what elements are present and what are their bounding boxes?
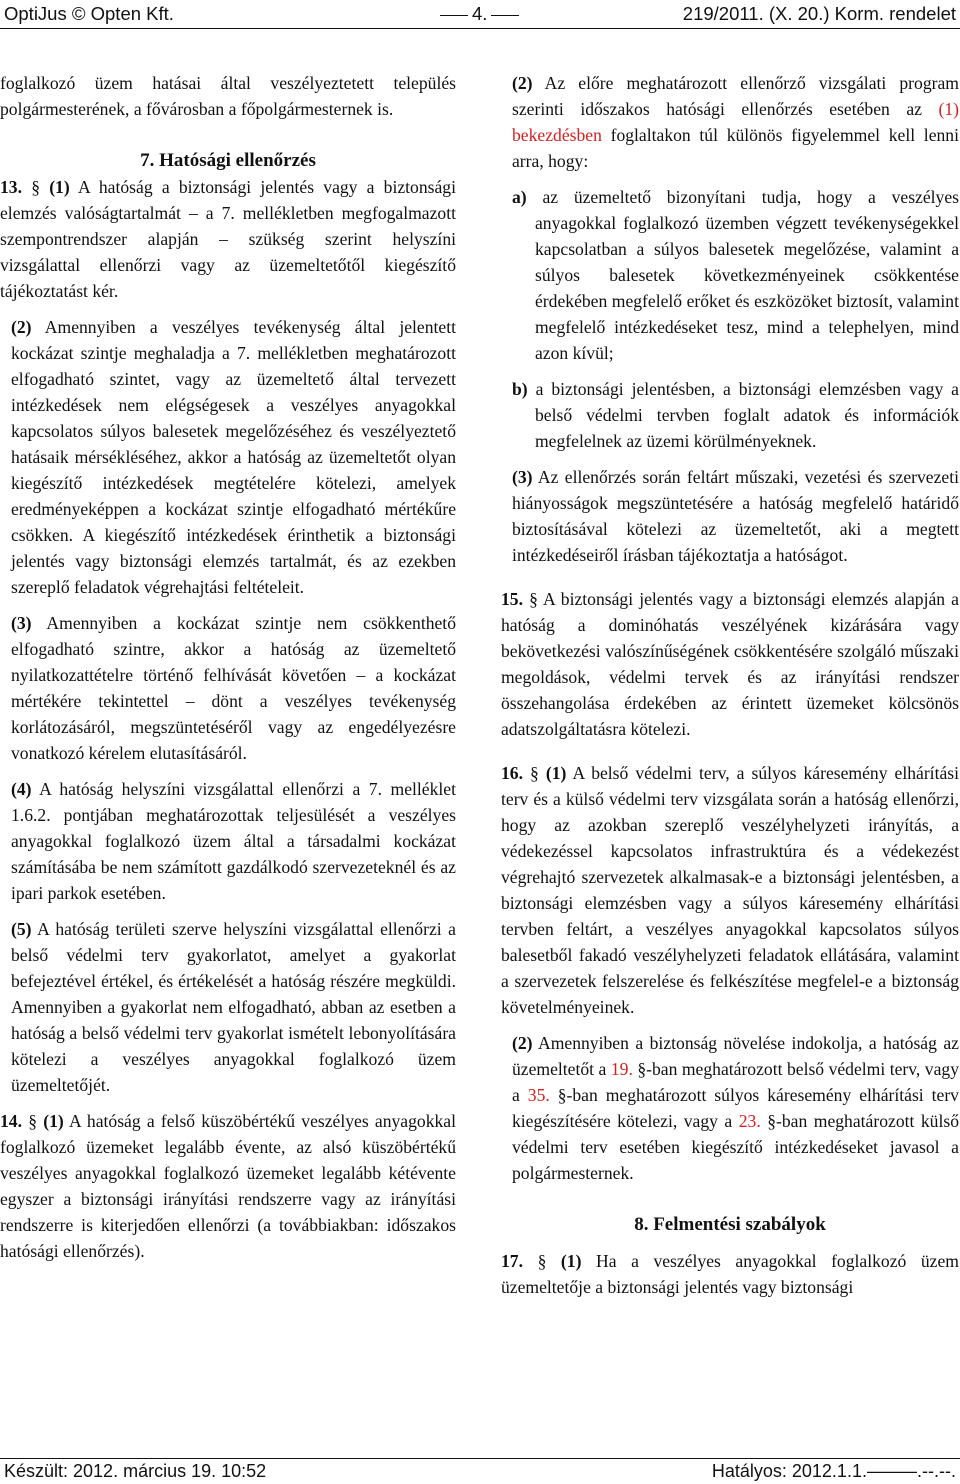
paragraph-text: A biztonsági jelentés vagy a biztonsági elemzés alapján a hatóság a dominóhatás veszélyének kizárására vagy bekövetkezési valószínűségének csökkentésére szolgáló műszaki megoldások, védelmi tervek és az irányítási rendszer összehangolása érdekében az érintett üzemeket kölcsönös adatszolgáltatásra kötelezi.: [501, 589, 959, 739]
section-heading-7: 7. Hatósági ellenőrzés: [140, 150, 316, 171]
footer-rule: [0, 1458, 960, 1459]
section-heading-8: 8. Felmentési szabályok: [634, 1214, 826, 1235]
section-14-p2: [501, 70, 959, 174]
cross-reference-link[interactable]: 35.: [527, 1085, 550, 1105]
section-15: [501, 586, 959, 742]
cross-reference-link[interactable]: 19.: [610, 1059, 633, 1079]
paragraph-text: foglaltakon túl különös figyelemmel kell lenni arra, hogy:: [512, 125, 959, 171]
paragraph-text: Amennyiben a veszélyes tevékenység által jelentett kockázat szintje meghaladja a 7. mellékletben meghatározott elfogadható szintet, vagy az üzemeltető által tervezett intézkedések nem elégségesek a veszélyes anyagokkal kapcsolatos súlyos balesetek megelőzéséhez és veszélyeztető hatásaik mérsékléséhez, akkor a hatóság az üzemeltetőt olyan kiegészítő intézkedések megtételére kötelezi, amelyek eredményeképpen a kockázat szintje elfogadható mértékűre csökken. A kiegészítő intézkedések érinthetik a biztonsági jelentés vagy biztonsági elemzés tartalmát, és az ezekben szereplő feladatok végrehajtási feltételeit.: [11, 317, 456, 597]
paragraph-text: A hatóság a felső küszöbértékű veszélyes anyagokkal foglalkozó üzemeket legalább évente, az alsó küszöbértékű veszélyes anyagokkal foglalkozó üzemeket legalább kétévente egyszer a biztonsági irányítási rendszerre vagy az irányítási rendszerre is kiterjedően ellenőrzi (a továbbiakban: időszakos hatósági ellenőrzés).: [0, 1111, 457, 1261]
paragraph-text: Az előre meghatározott ellenőrző vizsgálati program szerinti időszakos hatósági ellenőrzés esetében az: [512, 73, 959, 119]
paragraph-text: Amennyiben a biztonság növelése indokolja, a hatóság az üzemeltetőt a: [512, 1033, 959, 1079]
section-number: 13.: [0, 177, 22, 197]
section-number: 16.: [501, 763, 523, 783]
section-16-p2: [501, 1030, 959, 1186]
paragraph-symbol: §: [28, 1111, 38, 1131]
item-text: a biztonsági jelentésben, a biztonsági elemzésben vagy a belső védelmi tervben foglalt adatok és információk megfelelnek az üzemi körülményeknek.: [535, 379, 959, 451]
effective-date: Hatályos: 2012.1.1.–––––.--.--.: [711, 1461, 956, 1481]
publisher-label: OptiJus © Opten Kft.: [4, 3, 174, 24]
section-number: 14.: [0, 1111, 22, 1131]
paragraph-text: A hatóság helyszíni vizsgálattal ellenőrzi a 7. melléklet 1.6.2. pontjában meghatározottak teljesülését a veszélyes anyagokkal foglalkozó üzem által a társadalmi kockázat számításába be nem számított gazdálkodó szervezeteknél és az ipari parkok esetében.: [11, 779, 456, 903]
section-number: 15.: [501, 589, 523, 609]
paragraph-text: A hatóság területi szerve helyszíni vizsgálattal ellenőrzi a belső védelmi terv gyakorlatot, amelyet a gyakorlat befejeztével értékel, és értékelését a hatóság részére megküldi. Amennyiben a gyakorlat nem elfogadható, abban az esetben a hatóság a belső védelmi terv gyakorlat ismételt lebonyolítására kötelezi a veszélyes anyagokkal foglalkozó üzem üzemeltetőjét.: [11, 919, 456, 1095]
page-header: [0, 0, 960, 28]
section-number: 17.: [501, 1251, 523, 1271]
section-13-p5: [0, 916, 456, 1098]
paragraph-text: §-ban meghatározott súlyos káresemény elhárítási terv kiegészítésére kötelezi, vagy a: [512, 1085, 959, 1131]
subsection-number: (3): [11, 613, 32, 633]
intro-paragraph: foglalkozó üzem hatásai által veszélyeztetett település polgármesterének, a fővárosban a főpolgármesternek is.: [0, 73, 456, 119]
subsection-number: (2): [512, 1033, 533, 1053]
header-rule: [0, 28, 960, 29]
section-13-p2: [0, 314, 456, 600]
cross-reference-link[interactable]: (1) bekezdésben: [512, 99, 959, 145]
paragraph-text: §-ban meghatározott külső védelmi terv esetében kiegészítő intézkedéseket javasol a polgármesternek.: [512, 1111, 960, 1183]
item-label: b): [512, 379, 528, 399]
paragraph-symbol: §: [31, 177, 40, 197]
page-footer: [0, 1461, 960, 1483]
subsection-number: (1): [49, 177, 70, 197]
subsection-number: (2): [512, 73, 533, 93]
subsection-number: (2): [11, 317, 32, 337]
paragraph-text: Amennyiben a kockázat szintje nem csökkenthető elfogadható szintre, akkor a hatóság az üzemeltető nyilatkozattételre történő felhívását követően – a kockázat mértékére tekintettel – dönt a veszélyes tevékenység korlátozásáról, megszüntetéséről vagy az engedélyezésre vonatkozó kérelem elutasításáról.: [11, 613, 456, 763]
item-label: a): [512, 187, 527, 207]
paragraph-symbol: §: [530, 763, 539, 783]
paragraph-text: Ha a veszélyes anyagokkal foglalkozó üzem üzemeltetője a biztonsági jelentés vagy biztonsági: [501, 1251, 959, 1297]
subsection-number: (4): [11, 779, 32, 799]
created-date: Készült: 2012. március 19. 10:52: [4, 1461, 267, 1481]
page-number: 4.: [440, 3, 519, 25]
subsection-number: (5): [11, 919, 32, 939]
paragraph-text: Az ellenőrzés során feltárt műszaki, vezetési és szervezeti hiányosságok megszüntetésére a hatóság megfelelő határidő biztosításával kötelezi az üzemeltetőt, aki a megtett intézkedéseiről írásban tájékoztatja a hatóságot.: [512, 467, 959, 565]
paragraph-symbol: §: [529, 589, 538, 609]
section-14-p1: [0, 1108, 456, 1264]
section-13-p1: [0, 174, 456, 304]
item-text: az üzemeltető bizonyítani tudja, hogy a veszélyes anyagokkal foglalkozó üzemben végzett tevékenységekkel kapcsolatban a súlyos balesetek megelőzése, valamint a súlyos balesetek következményeinek csökkentése érdekében megfelelő erőket és eszközöket biztosít, valamint megfelelő intézkedéseket tesz, mind a telephelyen, mind azon kívül;: [535, 187, 960, 363]
law-reference: 219/2011. (X. 20.) Korm. rendelet: [682, 3, 956, 24]
list-item-a: [501, 184, 959, 366]
list-item-b: [501, 376, 959, 454]
paragraph-text: A hatóság a biztonsági jelentés vagy a biztonsági elemzés valóságtartalmát – a 7. mellékletben megfogalmazott szempontrendszer alapján – szükség szerint helyszíni vizsgálattal ellenőrzi vagy az üzemeltetőtől kiegészítő tájékoztatást kér.: [0, 177, 456, 301]
section-14-p3: [501, 464, 959, 568]
section-13-p3: [0, 610, 456, 766]
subsection-number: (3): [512, 467, 533, 487]
paragraph-text: §-ban meghatározott belső védelmi terv, vagy a: [512, 1059, 959, 1105]
cross-reference-link[interactable]: 23.: [738, 1111, 761, 1131]
paragraph-symbol: §: [537, 1251, 547, 1271]
subsection-number: (1): [43, 1111, 64, 1131]
subsection-number: (1): [545, 763, 567, 783]
subsection-number: (1): [560, 1251, 582, 1271]
right-column: [501, 70, 959, 1300]
left-column: [0, 70, 456, 1264]
section-17-p1: [501, 1248, 959, 1300]
section-16-p1: [501, 760, 959, 1020]
paragraph-text: A belső védelmi terv, a súlyos káresemény elhárítási terv és a külső védelmi terv vizsgálata során a hatóság ellenőrzi, hogy az azokban szereplő veszélyhelyzeti irányítás, a védekezéssel kapcsolatos infrastruktúra és a védekezést végrehajtó szervezetek alkalmasak-e a biztonsági jelentésben, a biztonsági elemzésben vagy a súlyos káresemény elhárítási tervben feltárt, a veszélyes anyagokkal kapcsolatos súlyos balesetből fakadó veszélyhelyzeti feladatok ellátására, valamint a szervezetek felszerelése és felkészítése megfelel-e a biztonság követelményeinek.: [501, 763, 960, 1017]
section-13-p4: [0, 776, 456, 906]
